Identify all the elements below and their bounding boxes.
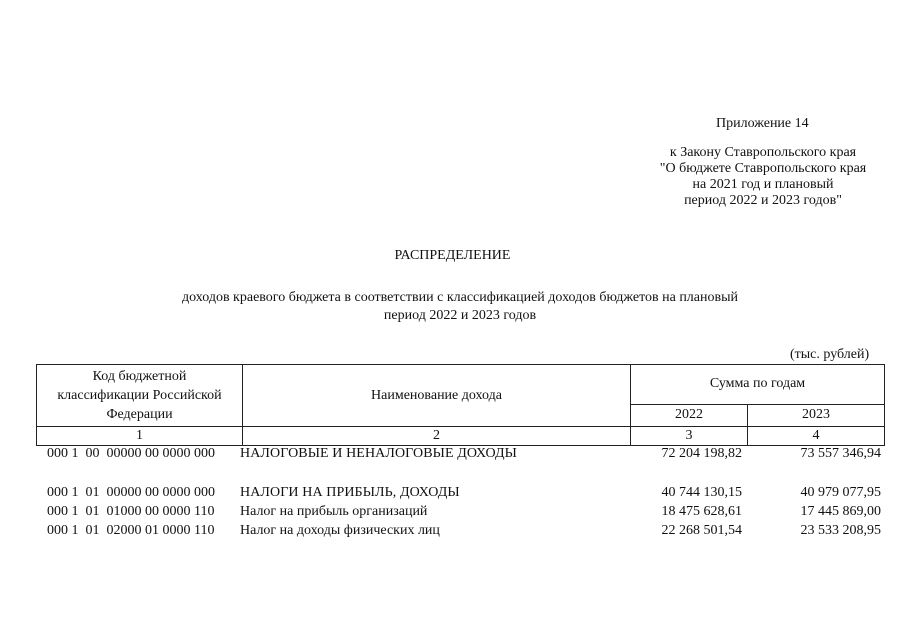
header-year-2022: 2022	[631, 404, 748, 426]
row-name: НАЛОГИ НА ПРИБЫЛЬ, ДОХОДЫ	[240, 485, 460, 500]
header-sum: Сумма по годам	[631, 365, 885, 405]
row-value-2023: 17 445 869,00	[800, 504, 881, 519]
row-code: 000 1 01 01000 00 0000 110	[47, 504, 215, 519]
row-code: 000 1 01 02000 01 0000 110	[47, 523, 215, 538]
column-number: 2	[243, 427, 631, 446]
subtitle-line: доходов краевого бюджета в соответствии с классификацией доходов бюджетов на плановый	[181, 290, 739, 305]
law-reference	[640, 145, 886, 209]
row-code: 000 1 01 00000 00 0000 000	[47, 485, 215, 500]
subtitle-line: период 2022 и 2023 годов	[383, 308, 537, 323]
budget-table-header	[36, 364, 885, 446]
row-value-2023: 23 533 208,95	[800, 523, 881, 538]
law-line: на 2021 год и плановый	[692, 177, 834, 192]
column-number: 4	[748, 427, 885, 446]
header-name: Наименование дохода	[243, 365, 631, 427]
row-name: Налог на прибыль организаций	[240, 504, 428, 519]
row-name: Налог на доходы физических лиц	[240, 523, 440, 538]
header-code-line: Код бюджетной	[92, 369, 187, 384]
header-code-line: Федерации	[106, 407, 173, 422]
column-number: 3	[631, 427, 748, 446]
row-value-2022: 18 475 628,61	[661, 504, 742, 519]
row-value-2023: 40 979 077,95	[800, 485, 881, 500]
header-year-2023: 2023	[748, 404, 885, 426]
row-value-2023: 73 557 346,94	[800, 446, 881, 461]
law-line: период 2022 и 2023 годов"	[684, 193, 842, 208]
appendix-title: Приложение 14	[716, 116, 809, 131]
row-value-2022: 72 204 198,82	[661, 446, 742, 461]
column-number: 1	[37, 427, 243, 446]
row-value-2022: 40 744 130,15	[661, 485, 742, 500]
units-note: (тыс. рублей)	[790, 347, 870, 362]
document-subtitle	[150, 289, 770, 325]
row-name: НАЛОГОВЫЕ И НЕНАЛОГОВЫЕ ДОХОДЫ	[240, 446, 517, 461]
row-value-2022: 22 268 501,54	[661, 523, 742, 538]
header-code	[37, 365, 243, 427]
law-line: "О бюджете Ставропольского края	[659, 161, 867, 176]
row-code: 000 1 00 00000 00 0000 000	[47, 446, 215, 461]
document-title: РАСПРЕДЕЛЕНИЕ	[394, 248, 511, 263]
law-line: к Закону Ставропольского края	[669, 145, 857, 160]
header-code-line: классификации Российской	[57, 388, 222, 403]
